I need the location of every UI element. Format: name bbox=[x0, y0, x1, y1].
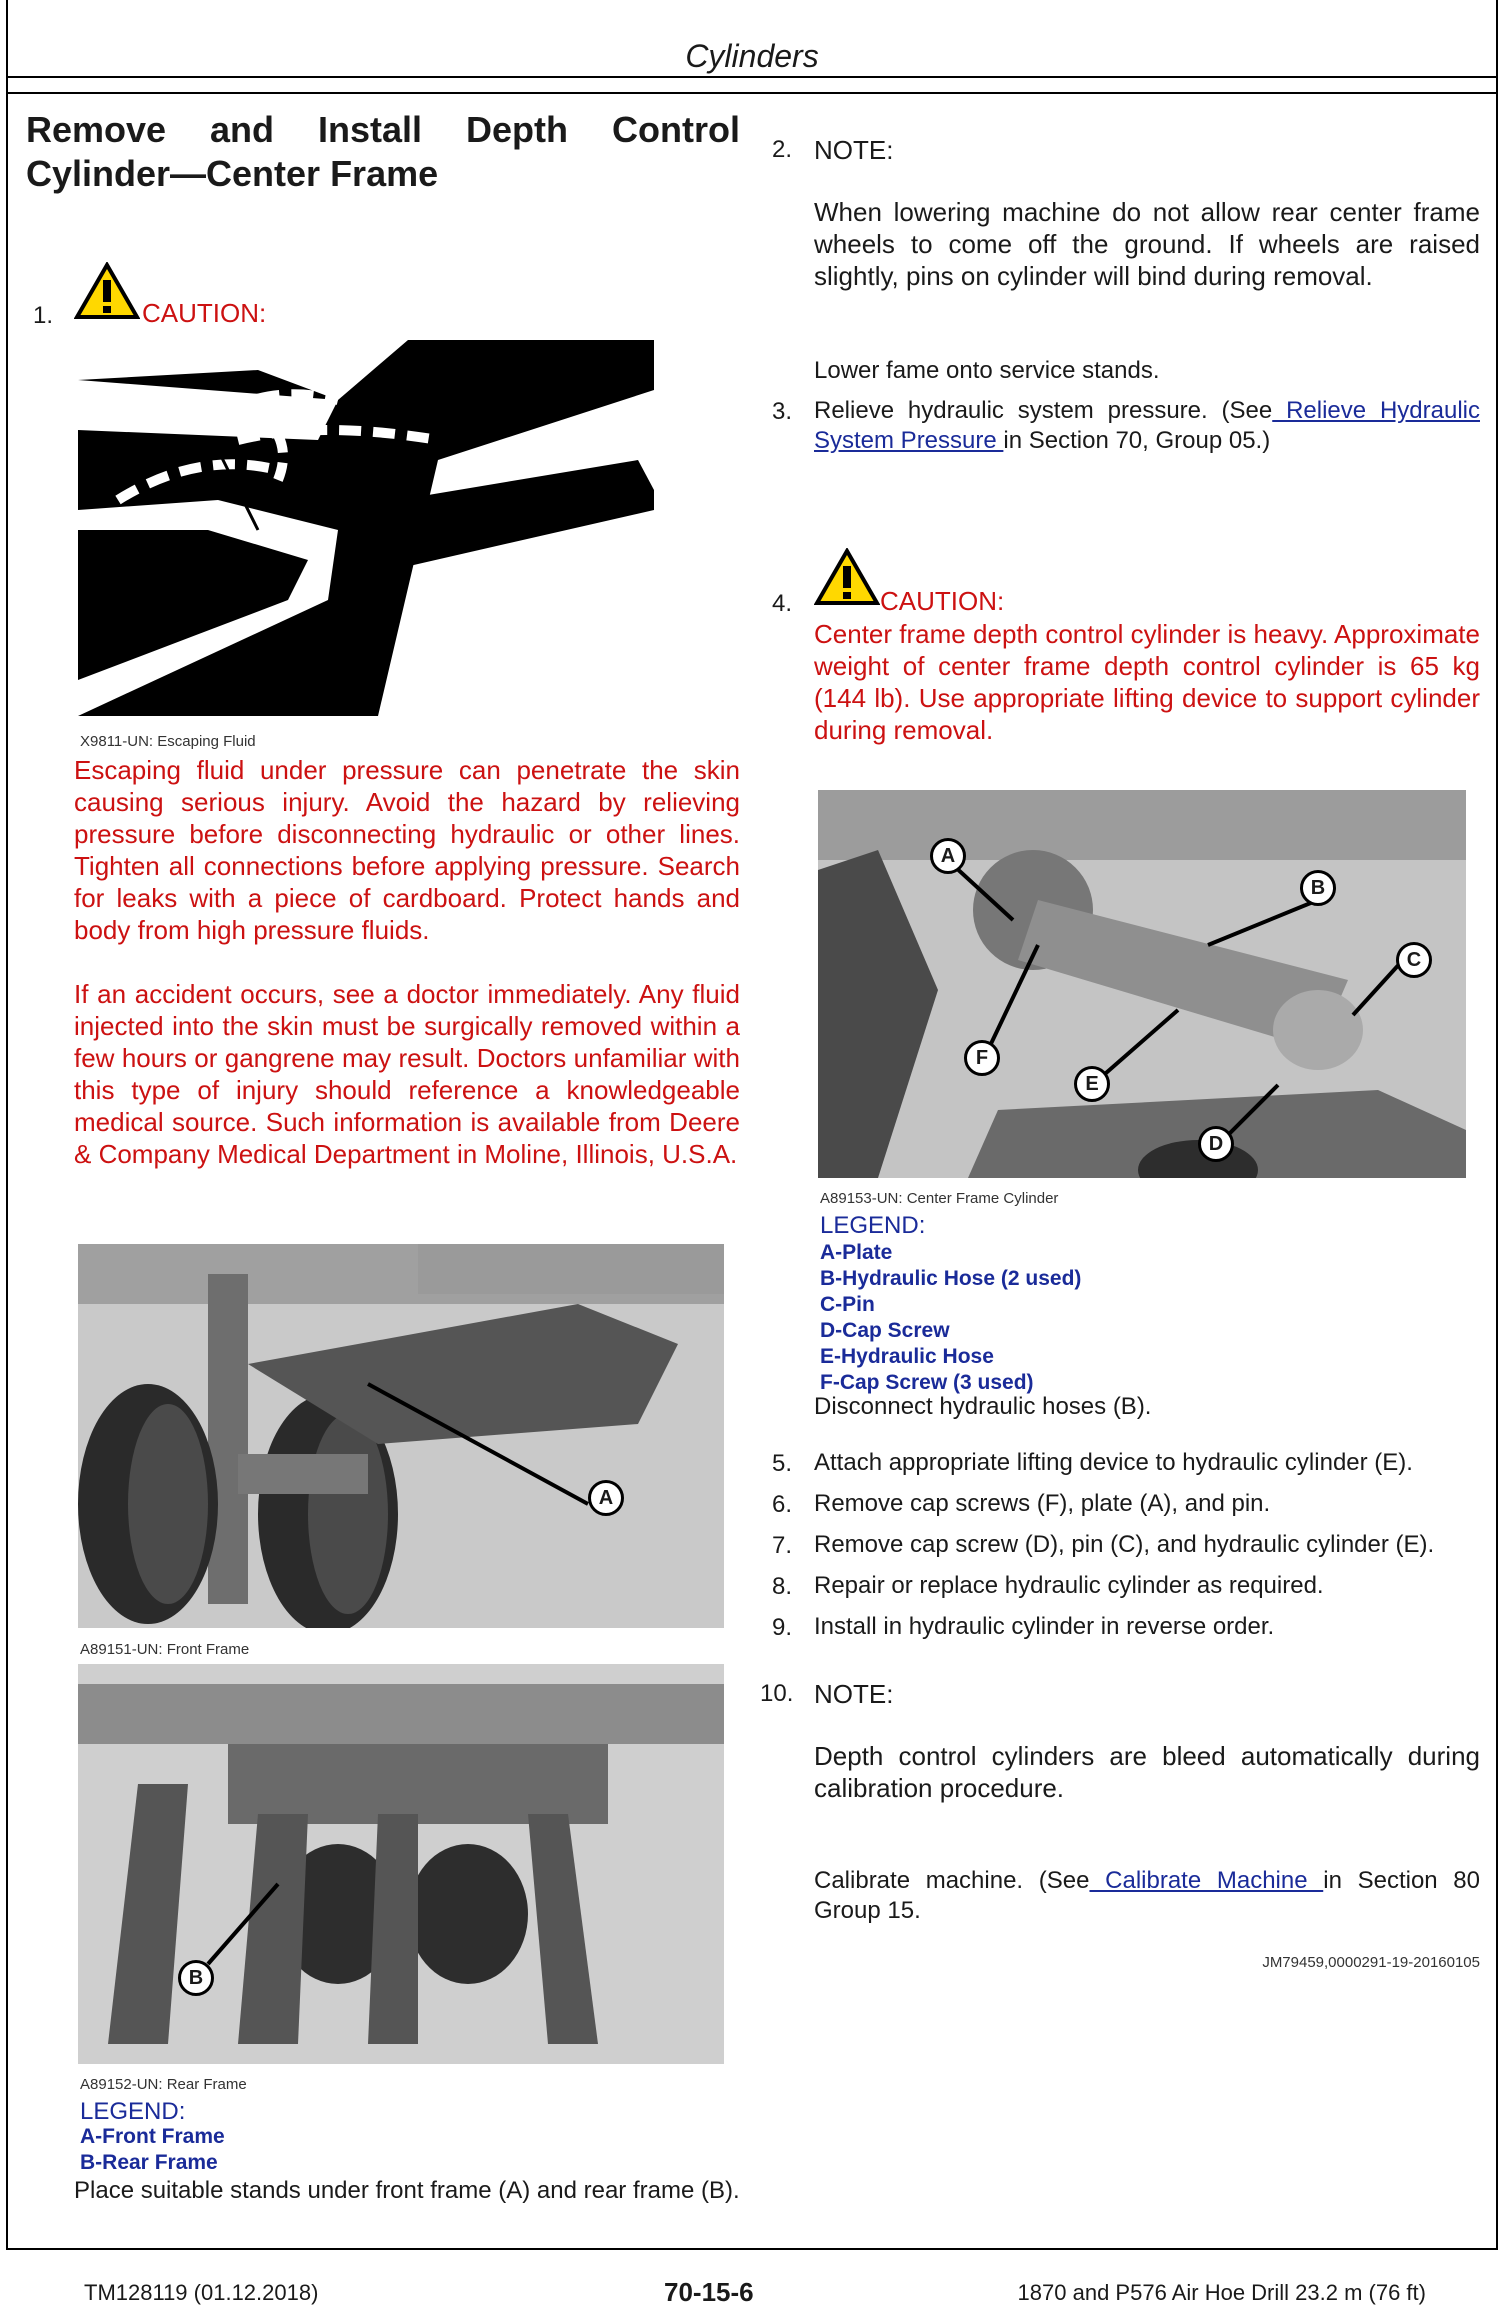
step-number: 4. bbox=[772, 590, 793, 617]
step-number: 7. bbox=[772, 1532, 793, 1559]
caution-label: CAUTION: bbox=[880, 586, 1005, 616]
warning-triangle-icon bbox=[814, 548, 880, 606]
rear-frame-image bbox=[78, 1664, 724, 2064]
step-number: 5. bbox=[772, 1450, 793, 1477]
callout-c: C bbox=[1396, 942, 1432, 978]
legend-item: C-Pin bbox=[820, 1293, 875, 1316]
legend-item: F-Cap Screw (3 used) bbox=[820, 1371, 1034, 1394]
footer-page-number: 70-15-6 bbox=[664, 2277, 754, 2307]
step1-instruction: Place suitable stands under front frame (A) and rear frame (B). bbox=[74, 2177, 740, 2204]
relieve-hydraulic-pressure-link[interactable]: Relieve Hydraulic System Pressure bbox=[814, 397, 1480, 454]
header-rule bbox=[6, 76, 1498, 78]
image-caption: A89152-UN: Rear Frame bbox=[80, 2076, 247, 2093]
front-frame-image bbox=[78, 1244, 724, 1628]
footer-product-title: 1870 and P576 Air Hoe Drill 23.2 m (76 ft) bbox=[1017, 2280, 1426, 2305]
step-number: 9. bbox=[772, 1614, 793, 1641]
legend-item: B-Rear Frame bbox=[80, 2151, 218, 2174]
image-caption: X9811-UN: Escaping Fluid bbox=[80, 733, 256, 750]
step2-instruction: Lower fame onto service stands. bbox=[814, 357, 1160, 384]
legend-item: A-Front Frame bbox=[80, 2125, 225, 2148]
legend-title: LEGEND: bbox=[80, 2098, 186, 2125]
callout-b: B bbox=[178, 1960, 214, 1996]
image-caption: A89153-UN: Center Frame Cylinder bbox=[820, 1190, 1059, 1207]
warning-triangle-icon bbox=[74, 262, 140, 320]
note-label: NOTE: bbox=[814, 135, 894, 165]
cylinder-weight-warning: Center frame depth control cylinder is heavy. Approximate weight of center frame depth control cylinder is 65 kg (144 lb). Use appropriate lifting device to support cylinder during removal. bbox=[814, 619, 1480, 745]
document-reference: JM79459,0000291-19-20160105 bbox=[1262, 1954, 1480, 1971]
step-text: Remove cap screws (F), plate (A), and pin. bbox=[814, 1490, 1271, 1517]
legend-title: LEGEND: bbox=[820, 1212, 926, 1239]
chapter-title: Cylinders bbox=[685, 38, 819, 74]
escaping-fluid-warning-text: Escaping fluid under pressure can penetrate the skin causing serious injury. Avoid the hazard by relieving pressure before disconnecting hydraulic or other lines. Tighten all connections before applying pressure. Search for leaks with a piece of cardboard. Protect hands and body from high pressure fluids. bbox=[74, 755, 740, 945]
step-text: Install in hydraulic cylinder in reverse order. bbox=[814, 1613, 1275, 1640]
legend-item: D-Cap Screw bbox=[820, 1319, 950, 1342]
callout-a: A bbox=[588, 1480, 624, 1516]
legend-list bbox=[80, 2124, 225, 2176]
calibrate-machine-link[interactable]: Calibrate Machine bbox=[1089, 1867, 1324, 1894]
note-text: Depth control cylinders are bleed automatically during calibration procedure. bbox=[814, 1741, 1480, 1803]
note-text: When lowering machine do not allow rear center frame wheels to come off the ground. If wheels are raised slightly, pins on cylinder will bind during removal. bbox=[814, 197, 1480, 291]
left-column bbox=[26, 108, 740, 196]
step3-text: Relieve hydraulic system pressure. (See Relieve Hydraulic System Pressure in Section 70, Group 05.) bbox=[814, 397, 1480, 454]
footer-doc-id: TM128119 (01.12.2018) bbox=[84, 2280, 319, 2305]
step-text: Remove cap screw (D), pin (C), and hydraulic cylinder (E). bbox=[814, 1531, 1435, 1558]
step-number: 2. bbox=[772, 136, 793, 163]
legend-item: A-Plate bbox=[820, 1241, 893, 1264]
step4-instruction: Disconnect hydraulic hoses (B). bbox=[814, 1393, 1152, 1420]
callout-e: E bbox=[1074, 1066, 1110, 1102]
step-number: 8. bbox=[772, 1573, 793, 1600]
step-text: Attach appropriate lifting device to hydraulic cylinder (E). bbox=[814, 1449, 1413, 1476]
caution-label: CAUTION: bbox=[142, 298, 267, 328]
step-number: 10. bbox=[760, 1680, 794, 1707]
section-title bbox=[26, 108, 740, 196]
section-title-line2: Cylinder—Center Frame bbox=[26, 153, 439, 194]
section-title-line1: Remove and Install Depth Control bbox=[26, 109, 740, 150]
step-text: Repair or replace hydraulic cylinder as required. bbox=[814, 1572, 1324, 1599]
step-number: 3. bbox=[772, 398, 793, 425]
callout-a: A bbox=[930, 838, 966, 874]
legend-list bbox=[820, 1240, 1081, 1396]
callout-d: D bbox=[1198, 1126, 1234, 1162]
escaping-fluid-image bbox=[78, 340, 654, 716]
legend-item: E-Hydraulic Hose bbox=[820, 1345, 994, 1368]
legend-item: B-Hydraulic Hose (2 used) bbox=[820, 1267, 1082, 1290]
accident-warning-text: If an accident occurs, see a doctor immediately. Any fluid injected into the skin must be surgically removed within a few hours or gangrene may result. Doctors unfamiliar with this type of injury should reference a knowledgeable medical source. Such information is available from Deere & Company Medical Department in Moline, Illinois, U.S.A. bbox=[74, 979, 740, 1169]
callout-b: B bbox=[1300, 870, 1336, 906]
step-number: 1. bbox=[33, 302, 54, 329]
note-label: NOTE: bbox=[814, 1679, 894, 1709]
step10-text: Calibrate machine. (See Calibrate Machine in Section 80 Group 15. bbox=[814, 1867, 1480, 1924]
image-caption: A89151-UN: Front Frame bbox=[80, 1641, 250, 1658]
center-frame-cylinder-image bbox=[818, 790, 1466, 1178]
step-number: 6. bbox=[772, 1491, 793, 1518]
callout-f: F bbox=[964, 1040, 1000, 1076]
